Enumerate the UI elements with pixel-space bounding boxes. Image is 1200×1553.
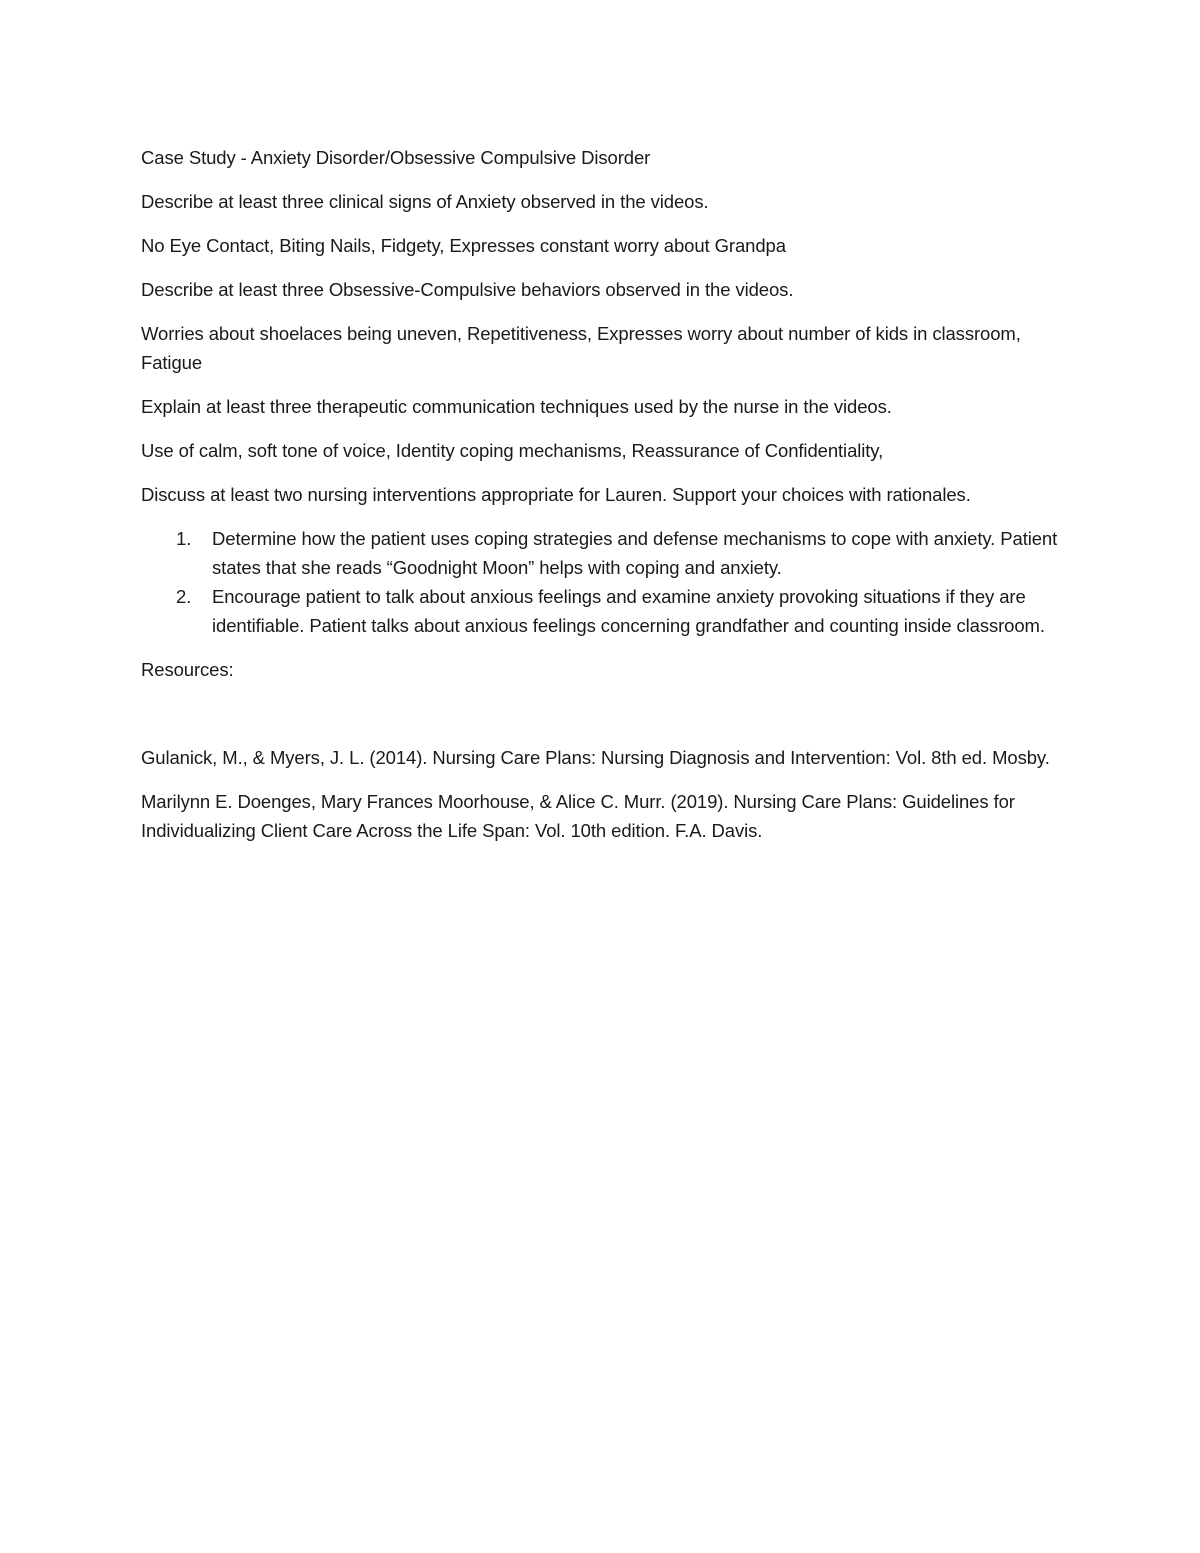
question-ocd-behaviors: Describe at least three Obsessive-Compulsive behaviors observed in the videos.	[141, 279, 794, 300]
question-clinical-signs: Describe at least three clinical signs of Anxiety observed in the videos.	[141, 191, 709, 212]
list-item	[141, 582, 1061, 640]
list-item-number: 2.	[176, 586, 192, 607]
question-communication-techniques: Explain at least three therapeutic communication techniques used by the nurse in the videos.	[141, 396, 892, 417]
reference-entry: Gulanick, M., & Myers, J. L. (2014). Nursing Care Plans: Nursing Diagnosis and Intervention: Vol. 8th ed. Mosby.	[141, 747, 1050, 768]
answer-ocd-behaviors: Worries about shoelaces being uneven, Repetitiveness, Expresses worry about number of kids in classroom, Fatigue	[141, 323, 1021, 373]
list-item-text: Encourage patient to talk about anxious feelings and examine anxiety provoking situations if they are identifiable. Patient talks about anxious feelings concerning grandfather and counting inside classroom.	[212, 586, 1045, 636]
answer-communication-techniques: Use of calm, soft tone of voice, Identity coping mechanisms, Reassurance of Confidentiality,	[141, 440, 884, 461]
list-item	[141, 524, 1061, 582]
interventions-list	[141, 524, 1061, 640]
list-item-number: 1.	[176, 528, 192, 549]
document-body	[141, 143, 1061, 860]
resources-heading: Resources:	[141, 659, 234, 680]
spacer	[141, 699, 1061, 743]
document-title: Case Study - Anxiety Disorder/Obsessive Compulsive Disorder	[141, 147, 651, 168]
question-nursing-interventions: Discuss at least two nursing interventions appropriate for Lauren. Support your choices with rationales.	[141, 484, 971, 505]
answer-clinical-signs: No Eye Contact, Biting Nails, Fidgety, Expresses constant worry about Grandpa	[141, 235, 786, 256]
list-item-text: Determine how the patient uses coping strategies and defense mechanisms to cope with anxiety. Patient states that she reads “Goodnight Moon” helps with coping and anxiety.	[212, 528, 1058, 578]
reference-entry: Marilynn E. Doenges, Mary Frances Moorhouse, & Alice C. Murr. (2019). Nursing Care Plans: Guidelines for Individualizing Client Care Across the Life Span: Vol. 10th edition. F.A. Davis.	[141, 791, 1015, 841]
